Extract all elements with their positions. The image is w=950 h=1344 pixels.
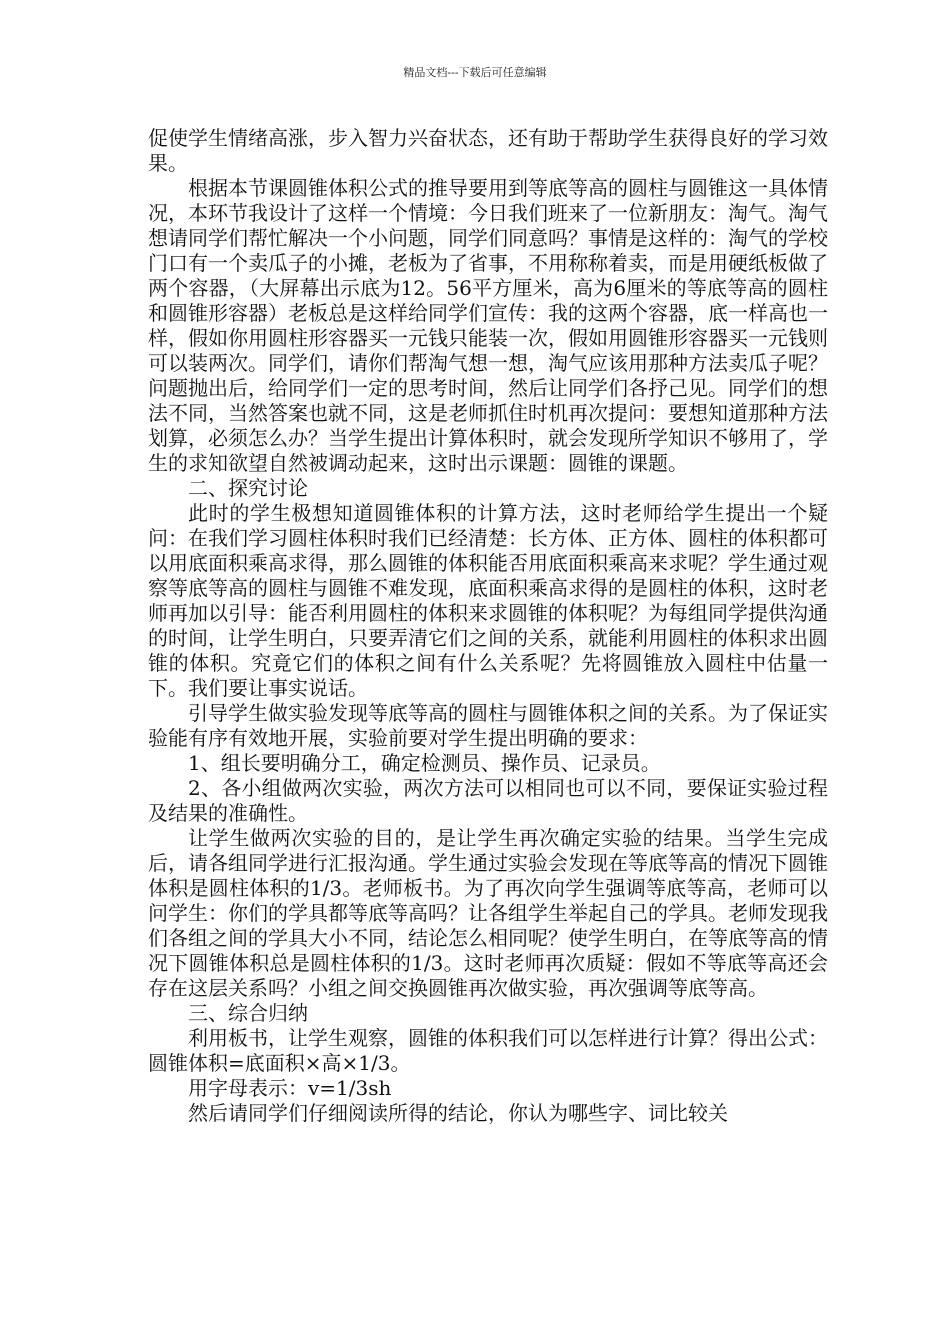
- paragraph-2: 根据本节课圆锥体积公式的推导要用到等底等高的圆柱与圆锥这一具体情况，本环节我设计了这样一个情境：今日我们班来了一位新朋友：淘气。淘气想请同学们帮忙解决一个小问题，同学们同意吗？事情是这样的：淘气的学校门口有一个卖瓜子的小摊，老板为了省事，不用称称着卖，而是用硬纸板做了两个容器，（大屏幕出示底为12。56平方厘米，高为6厘米的等底等高的圆柱和圆锥形容器）老板总是这样给同学们宣传：我的这两个容器，底一样高也一样，假如你用圆柱形容器买一元钱只能装一次，假如用圆锥形容器买一元钱则可以装两次。同学们，请你们帮淘气想一想，淘气应该用那种方法卖瓜子呢？问题抛出后，给同学们一定的思考时间，然后让同学们各抒己见。同学们的想法不同，当然答案也就不同，这是老师抓住时机再次提问：要想知道那种方法划算，必须怎么办？当学生提出计算体积时，就会发现所学知识不够用了，学生的求知欲望自然被调动起来，这时出示课题：圆锥的课题。: [148, 176, 828, 475]
- section-heading-summary: 三、综合归纳: [188, 1001, 308, 1025]
- paragraph-1: 促使学生情绪高涨，步入智力兴奋状态，还有助于帮助学生获得良好的学习效果。: [148, 126, 828, 175]
- paragraph-5: 引导学生做实验发现等底等高的圆柱与圆锥体积之间的关系。为了保证实验能有序有效地开展，实验前要对学生提出明确的要求：: [148, 701, 828, 750]
- document-body: [148, 126, 828, 1126]
- section-heading-explore: 二、探究讨论: [188, 476, 308, 500]
- page-header: 精品文档---下载后可任意编辑: [403, 66, 547, 79]
- paragraph-12: 然后请同学们仔细阅读所得的结论，你认为哪些字、词比较关: [188, 1101, 728, 1125]
- paragraph-8: 让学生做两次实验的目的，是让学生再次确定实验的结果。当学生完成后，请各组同学进行汇报沟通。学生通过实验会发现在等底等高的情况下圆锥体积是圆柱体积的1/3。老师板书。为了再次向学生强调等底等高，老师可以问学生：你们的学具都等底等高吗？让各组学生举起自己的学具。老师发现我们各组之间的学具大小不同，结论怎么相同呢？使学生明白，在等底等高的情况下圆锥体积总是圆柱体积的1/3。这时老师再次质疑：假如不等底等高还会存在这层关系吗？小组之间交换圆锥再次做实验，再次强调等底等高。: [148, 826, 828, 1000]
- requirement-1: 1、组长要明确分工，确定检测员、操作员、记录员。: [188, 751, 661, 775]
- formula-line: 用字母表示：v=1/3sh: [188, 1076, 392, 1100]
- paragraph-10: 利用板书，让学生观察，圆锥的体积我们可以怎样进行计算？得出公式：圆锥体积=底面积×高×1/3。: [148, 1026, 828, 1075]
- paragraph-4: 此时的学生极想知道圆锥体积的计算方法，这时老师给学生提出一个疑问：在我们学习圆柱体积时我们已经清楚：长方体、正方体、圆柱的体积都可以用底面积乘高求得，那么圆锥的体积能否用底面积乘高来求呢？学生通过观察等底等高的圆柱与圆锥不难发现，底面积乘高求得的是圆柱的体积，这时老师再加以引导：能否利用圆柱的体积来求圆锥的体积呢？为每组同学提供沟通的时间，让学生明白，只要弄清它们之间的关系，就能利用圆柱的体积求出圆锥的体积。究竟它们的体积之间有什么关系呢？先将圆锥放入圆柱中估量一下。我们要让事实说话。: [148, 501, 828, 700]
- requirement-2: 2、各小组做两次实验，两次方法可以相同也可以不同，要保证实验过程及结果的准确性。: [148, 776, 828, 825]
